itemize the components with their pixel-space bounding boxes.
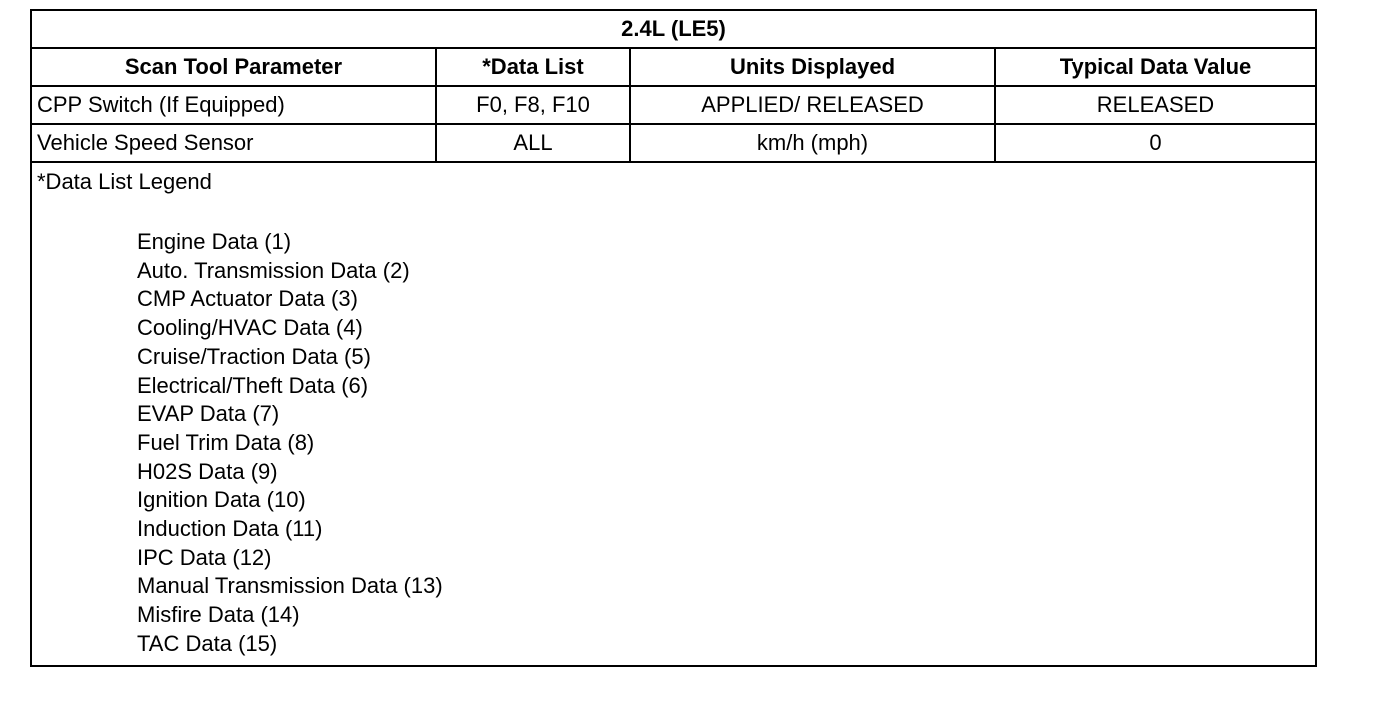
legend-item: Auto. Transmission Data (2) <box>137 257 410 283</box>
legend-item: TAC Data (15) <box>137 630 278 656</box>
cell-units: APPLIED/ RELEASED <box>630 86 995 124</box>
legend-item: CMP Actuator Data (3) <box>137 286 358 312</box>
legend-item: EVAP Data (7) <box>137 401 280 427</box>
legend-item: Ignition Data (10) <box>137 487 306 513</box>
legend-item: Fuel Trim Data (8) <box>137 429 315 455</box>
legend-row <box>31 162 1316 666</box>
scan-tool-data-table <box>30 9 1317 667</box>
header-units-displayed: Units Displayed <box>630 48 995 86</box>
cell-data-list: F0, F8, F10 <box>436 86 630 124</box>
legend-item: H02S Data (9) <box>137 458 278 484</box>
legend-item: Cooling/HVAC Data (4) <box>137 315 363 341</box>
legend-title: *Data List Legend <box>37 169 212 194</box>
legend-list <box>137 228 1315 659</box>
legend-item: Cruise/Traction Data (5) <box>137 343 371 369</box>
header-data-list: *Data List <box>436 48 630 86</box>
table-title-row <box>31 10 1316 48</box>
cell-parameter: CPP Switch (If Equipped) <box>31 86 436 124</box>
legend-item: Electrical/Theft Data (6) <box>137 372 369 398</box>
cell-parameter: Vehicle Speed Sensor <box>31 124 436 162</box>
cell-typical-value: RELEASED <box>995 86 1316 124</box>
header-scan-tool-parameter: Scan Tool Parameter <box>31 48 436 86</box>
legend-item: IPC Data (12) <box>137 544 272 570</box>
cell-typical-value: 0 <box>995 124 1316 162</box>
table-header-row <box>31 48 1316 86</box>
table-row <box>31 124 1316 162</box>
cell-data-list: ALL <box>436 124 630 162</box>
cell-units: km/h (mph) <box>630 124 995 162</box>
header-typical-data-value: Typical Data Value <box>995 48 1316 86</box>
table-title: 2.4L (LE5) <box>31 10 1316 48</box>
table-row <box>31 86 1316 124</box>
legend-item: Engine Data (1) <box>137 229 292 254</box>
legend-item: Misfire Data (14) <box>137 602 300 628</box>
legend-item: Induction Data (11) <box>137 516 323 542</box>
legend-cell <box>31 162 1316 666</box>
legend-item: Manual Transmission Data (13) <box>137 573 443 599</box>
